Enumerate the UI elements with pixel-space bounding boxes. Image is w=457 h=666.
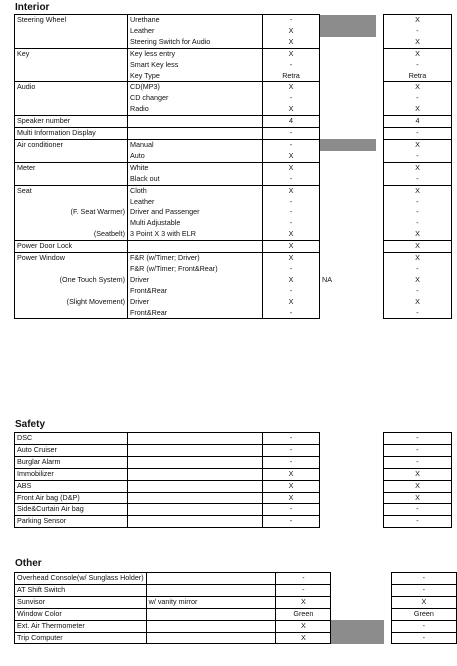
feature-option: 3 Point X 3 with ELR: [128, 229, 263, 240]
grade-b-value: X: [384, 468, 452, 480]
feature-name: Immobilizer: [15, 468, 128, 480]
table-row: [15, 37, 452, 48]
table-row: [15, 218, 452, 229]
spacer-cell: [320, 297, 377, 308]
spacer-cell: [331, 573, 384, 585]
grade-b-value: X: [384, 37, 452, 48]
grade-a-value: X: [263, 162, 320, 173]
feature-option: Key Type: [128, 71, 263, 82]
grade-b-value: X: [384, 48, 452, 59]
feature-option: [146, 573, 276, 585]
gap-cell: [376, 185, 384, 196]
spacer-cell: [320, 162, 377, 173]
grade-a-value: -: [263, 504, 320, 516]
feature-option: Radio: [128, 104, 263, 115]
grade-a-value: -: [263, 139, 320, 150]
grade-b-value: Green: [391, 608, 456, 620]
gap-cell: [376, 128, 384, 140]
table-row: [15, 241, 452, 253]
spacer-cell: [320, 139, 377, 150]
gap-cell: [376, 60, 384, 71]
grade-a-value: -: [263, 128, 320, 140]
grade-a-value: X: [263, 26, 320, 37]
feature-name: Side&Curtain Air bag: [15, 504, 128, 516]
table-row: [15, 596, 457, 608]
gap-cell: [376, 151, 384, 162]
feature-option: [146, 608, 276, 620]
grade-b-value: -: [391, 573, 456, 585]
grade-a-value: X: [263, 37, 320, 48]
feature-name: [15, 93, 128, 104]
table-row: [15, 162, 452, 173]
gap-cell: [384, 584, 391, 596]
gap-cell: [376, 444, 384, 456]
grade-b-value: X: [384, 104, 452, 115]
gap-cell: [376, 139, 384, 150]
feature-name: [15, 37, 128, 48]
grade-a-value: X: [263, 229, 320, 240]
feature-name: Parking Sensor: [15, 516, 128, 528]
table-row: [15, 104, 452, 115]
grade-a-value: -: [276, 584, 331, 596]
spacer-cell: [320, 197, 377, 208]
table-row: [15, 286, 452, 297]
grade-a-value: Retra: [263, 71, 320, 82]
gap-cell: [376, 433, 384, 445]
feature-option: [128, 480, 263, 492]
grade-a-value: -: [263, 15, 320, 26]
table-row: [15, 93, 452, 104]
spacer-cell: [320, 480, 377, 492]
feature-name: Window Color: [15, 608, 147, 620]
feature-name: (Slight Movement): [15, 297, 128, 308]
grade-a-value: X: [263, 253, 320, 264]
feature-option: Auto: [128, 151, 263, 162]
spacer-cell: [320, 433, 377, 445]
feature-option: Smart Key less: [128, 60, 263, 71]
grade-a-value: -: [263, 197, 320, 208]
gap-cell: [376, 516, 384, 528]
grade-a-value: -: [263, 93, 320, 104]
spacer-cell: [320, 185, 377, 196]
feature-name: Steering Wheel: [15, 15, 128, 26]
grade-a-value: -: [263, 264, 320, 275]
feature-option: [128, 433, 263, 445]
feature-option: [146, 620, 276, 632]
section-title-interior: Interior: [15, 2, 50, 13]
table-row: [15, 82, 452, 93]
spacer-cell: [320, 253, 377, 264]
feature-name: Audio: [15, 82, 128, 93]
spacer-cell: [320, 492, 377, 504]
spacer-cell: [331, 620, 384, 632]
table-row: [15, 60, 452, 71]
feature-name: Multi Information Display: [15, 128, 128, 140]
feature-option: Multi Adjustable: [128, 218, 263, 229]
feature-option: [146, 584, 276, 596]
table-row: [15, 308, 452, 319]
spacer-cell: [320, 93, 377, 104]
spacer-cell: [320, 15, 377, 26]
feature-option: [128, 116, 263, 128]
gap-cell: [376, 456, 384, 468]
grade-b-value: Retra: [384, 71, 452, 82]
grade-a-value: -: [263, 174, 320, 185]
gap-cell: [376, 48, 384, 59]
grade-b-value: -: [384, 197, 452, 208]
table-row: [15, 573, 457, 585]
gap-cell: [376, 229, 384, 240]
feature-option: Front&Rear: [128, 286, 263, 297]
feature-name: Power Door Lock: [15, 241, 128, 253]
feature-name: Front Air bag (D&P): [15, 492, 128, 504]
table-row: [15, 207, 452, 218]
feature-option: Leather: [128, 26, 263, 37]
feature-name: [15, 174, 128, 185]
table-row: [15, 480, 452, 492]
feature-name: Key: [15, 48, 128, 59]
other-table: [14, 572, 457, 644]
gap-cell: [376, 71, 384, 82]
grade-a-value: Green: [276, 608, 331, 620]
gap-cell: [376, 104, 384, 115]
feature-name: [15, 308, 128, 319]
feature-option: [128, 516, 263, 528]
table-row: [15, 229, 452, 240]
spacer-cell: [320, 48, 377, 59]
safety-table: [14, 432, 452, 528]
spacer-cell: [320, 128, 377, 140]
grade-b-value: X: [391, 596, 456, 608]
table-row: [15, 26, 452, 37]
grade-a-value: -: [263, 456, 320, 468]
gap-cell: [384, 632, 391, 644]
gap-cell: [376, 174, 384, 185]
gap-cell: [376, 162, 384, 173]
table-row: [15, 620, 457, 632]
spacer-cell: [320, 504, 377, 516]
grade-b-value: X: [384, 162, 452, 173]
table-row: [15, 492, 452, 504]
feature-name: Auto Cruiser: [15, 444, 128, 456]
gap-cell: [376, 207, 384, 218]
feature-option: F&R (w/Timer; Driver): [128, 253, 263, 264]
grade-a-value: -: [263, 286, 320, 297]
feature-name: Burglar Alarm: [15, 456, 128, 468]
grade-b-value: 4: [384, 116, 452, 128]
feature-name: Power Window: [15, 253, 128, 264]
spacer-cell: [320, 516, 377, 528]
table-row: [15, 584, 457, 596]
grade-a-value: X: [263, 185, 320, 196]
spacer-cell: [320, 264, 377, 275]
gap-cell: [376, 82, 384, 93]
grade-b-value: -: [384, 93, 452, 104]
grade-a-value: X: [263, 241, 320, 253]
grade-b-value: X: [384, 275, 452, 286]
gap-cell: [376, 286, 384, 297]
table-row: [15, 433, 452, 445]
grade-a-value: X: [263, 468, 320, 480]
table-row: [15, 444, 452, 456]
spacer-cell: [320, 151, 377, 162]
feature-option: [128, 456, 263, 468]
spacer-cell: [320, 104, 377, 115]
grade-b-value: X: [384, 297, 452, 308]
grade-b-value: X: [384, 480, 452, 492]
feature-option: Manual: [128, 139, 263, 150]
grade-b-value: -: [391, 620, 456, 632]
grade-a-value: -: [263, 433, 320, 445]
grade-b-value: X: [384, 253, 452, 264]
interior-table: [14, 14, 452, 319]
feature-option: Key less entry: [128, 48, 263, 59]
feature-name: ABS: [15, 480, 128, 492]
feature-option: Black out: [128, 174, 263, 185]
table-row: [15, 264, 452, 275]
spacer-cell: [331, 596, 384, 608]
feature-option: CD changer: [128, 93, 263, 104]
gap-cell: [384, 596, 391, 608]
grade-b-value: -: [384, 504, 452, 516]
feature-name: [15, 60, 128, 71]
table-row: [15, 174, 452, 185]
table-row: [15, 139, 452, 150]
grade-a-value: -: [263, 60, 320, 71]
table-row: [15, 468, 452, 480]
table-row: [15, 197, 452, 208]
spacer-cell: [320, 218, 377, 229]
feature-name: AT Shift Switch: [15, 584, 147, 596]
feature-option: Driver: [128, 297, 263, 308]
feature-name: Air conditioner: [15, 139, 128, 150]
feature-name: [15, 218, 128, 229]
grade-b-value: X: [384, 492, 452, 504]
grade-a-value: X: [263, 275, 320, 286]
grade-b-value: -: [384, 174, 452, 185]
spacer-cell: [320, 286, 377, 297]
feature-name: DSC: [15, 433, 128, 445]
feature-option: [146, 632, 276, 644]
spacer-cell: [320, 60, 377, 71]
feature-option: Urethane: [128, 15, 263, 26]
feature-option: [128, 444, 263, 456]
spacer-cell: [320, 174, 377, 185]
spacer-cell: [320, 207, 377, 218]
grade-b-value: X: [384, 185, 452, 196]
na-label: NA: [322, 274, 332, 284]
table-row: [15, 128, 452, 140]
feature-name: Speaker number: [15, 116, 128, 128]
feature-option: F&R (w/Timer; Front&Rear): [128, 264, 263, 275]
grade-b-value: X: [384, 15, 452, 26]
grade-b-value: -: [391, 584, 456, 596]
spacer-cell: [320, 82, 377, 93]
gap-cell: [384, 573, 391, 585]
feature-name: (Seatbelt): [15, 229, 128, 240]
gap-cell: [376, 15, 384, 26]
grade-a-value: X: [263, 82, 320, 93]
grade-b-value: -: [384, 264, 452, 275]
feature-name: Sunvisor: [15, 596, 147, 608]
grade-b-value: -: [384, 444, 452, 456]
grade-b-value: -: [384, 128, 452, 140]
gap-cell: [384, 620, 391, 632]
spacer-cell: [320, 468, 377, 480]
table-row: [15, 15, 452, 26]
table-row: [15, 185, 452, 196]
grade-a-value: -: [263, 516, 320, 528]
grade-a-value: X: [276, 596, 331, 608]
grade-a-value: -: [263, 308, 320, 319]
feature-option: Cloth: [128, 185, 263, 196]
feature-option: [128, 128, 263, 140]
feature-option: Steering Switch for Audio: [128, 37, 263, 48]
grade-b-value: X: [384, 82, 452, 93]
grade-a-value: X: [263, 480, 320, 492]
feature-name: [15, 286, 128, 297]
gap-cell: [376, 504, 384, 516]
spacer-cell: [320, 229, 377, 240]
spacer-cell: [320, 116, 377, 128]
feature-name: [15, 71, 128, 82]
gap-cell: [376, 116, 384, 128]
feature-option: Driver: [128, 275, 263, 286]
feature-option: White: [128, 162, 263, 173]
grade-a-value: X: [276, 620, 331, 632]
table-row: [15, 151, 452, 162]
feature-name: [15, 26, 128, 37]
spacer-cell: [320, 308, 377, 319]
spacer-cell: [320, 456, 377, 468]
gap-cell: [376, 492, 384, 504]
gap-cell: [376, 218, 384, 229]
table-row: [15, 71, 452, 82]
grade-a-value: -: [263, 218, 320, 229]
gap-cell: [384, 608, 391, 620]
gap-cell: [376, 93, 384, 104]
table-row: [15, 516, 452, 528]
grade-a-value: X: [263, 48, 320, 59]
feature-option: Front&Rear: [128, 308, 263, 319]
feature-name: Ext. Air Thermometer: [15, 620, 147, 632]
grade-a-value: 4: [263, 116, 320, 128]
gap-cell: [376, 468, 384, 480]
gap-cell: [376, 264, 384, 275]
table-row: [15, 253, 452, 264]
grade-b-value: -: [384, 151, 452, 162]
spacer-cell: [320, 71, 377, 82]
spacer-cell: [320, 241, 377, 253]
grade-b-value: -: [384, 60, 452, 71]
feature-option: CD(MP3): [128, 82, 263, 93]
feature-name: Trip Computer: [15, 632, 147, 644]
gap-cell: [376, 480, 384, 492]
grade-b-value: -: [384, 516, 452, 528]
feature-option: Leather: [128, 197, 263, 208]
grade-b-value: -: [384, 207, 452, 218]
grade-b-value: X: [384, 139, 452, 150]
table-row: [15, 116, 452, 128]
gap-cell: [376, 241, 384, 253]
table-row: [15, 608, 457, 620]
grade-b-value: -: [384, 286, 452, 297]
feature-option: [128, 504, 263, 516]
gap-cell: [376, 275, 384, 286]
feature-name: Seat: [15, 185, 128, 196]
spacer-cell: [331, 584, 384, 596]
feature-name: [15, 151, 128, 162]
grade-b-value: -: [384, 433, 452, 445]
grade-a-value: X: [263, 492, 320, 504]
feature-name: [15, 264, 128, 275]
feature-name: Meter: [15, 162, 128, 173]
feature-name: Overhead Console(w/ Sunglass Holder): [15, 573, 147, 585]
grade-b-value: -: [384, 456, 452, 468]
grade-b-value: -: [384, 308, 452, 319]
grade-a-value: X: [276, 632, 331, 644]
feature-name: (F. Seat Warmer): [15, 207, 128, 218]
section-title-other: Other: [15, 558, 42, 569]
gap-cell: [376, 253, 384, 264]
feature-name: (One Touch System): [15, 275, 128, 286]
grade-a-value: -: [276, 573, 331, 585]
grade-a-value: X: [263, 151, 320, 162]
grade-a-value: -: [263, 444, 320, 456]
feature-option: w/ vanity mirror: [146, 596, 276, 608]
spacer-cell: [331, 632, 384, 644]
spacer-cell: [320, 37, 377, 48]
gap-cell: [376, 297, 384, 308]
feature-option: Driver and Passenger: [128, 207, 263, 218]
table-row: [15, 632, 457, 644]
gap-cell: [376, 308, 384, 319]
grade-b-value: X: [384, 229, 452, 240]
grade-b-value: X: [384, 241, 452, 253]
grade-a-value: X: [263, 104, 320, 115]
gap-cell: [376, 37, 384, 48]
feature-option: [128, 492, 263, 504]
feature-option: [128, 468, 263, 480]
gap-cell: [376, 197, 384, 208]
spacer-cell: [331, 608, 384, 620]
grade-b-value: -: [384, 26, 452, 37]
table-row: [15, 456, 452, 468]
table-row: [15, 297, 452, 308]
grade-b-value: -: [384, 218, 452, 229]
feature-option: [128, 241, 263, 253]
feature-name: [15, 104, 128, 115]
table-row: [15, 48, 452, 59]
section-title-safety: Safety: [15, 419, 46, 430]
grade-b-value: -: [391, 632, 456, 644]
spacer-cell: [320, 26, 377, 37]
table-row: [15, 504, 452, 516]
grade-a-value: X: [263, 297, 320, 308]
table-row: [15, 275, 452, 286]
feature-name: [15, 197, 128, 208]
gap-cell: [376, 26, 384, 37]
spacer-cell: [320, 444, 377, 456]
grade-a-value: -: [263, 207, 320, 218]
